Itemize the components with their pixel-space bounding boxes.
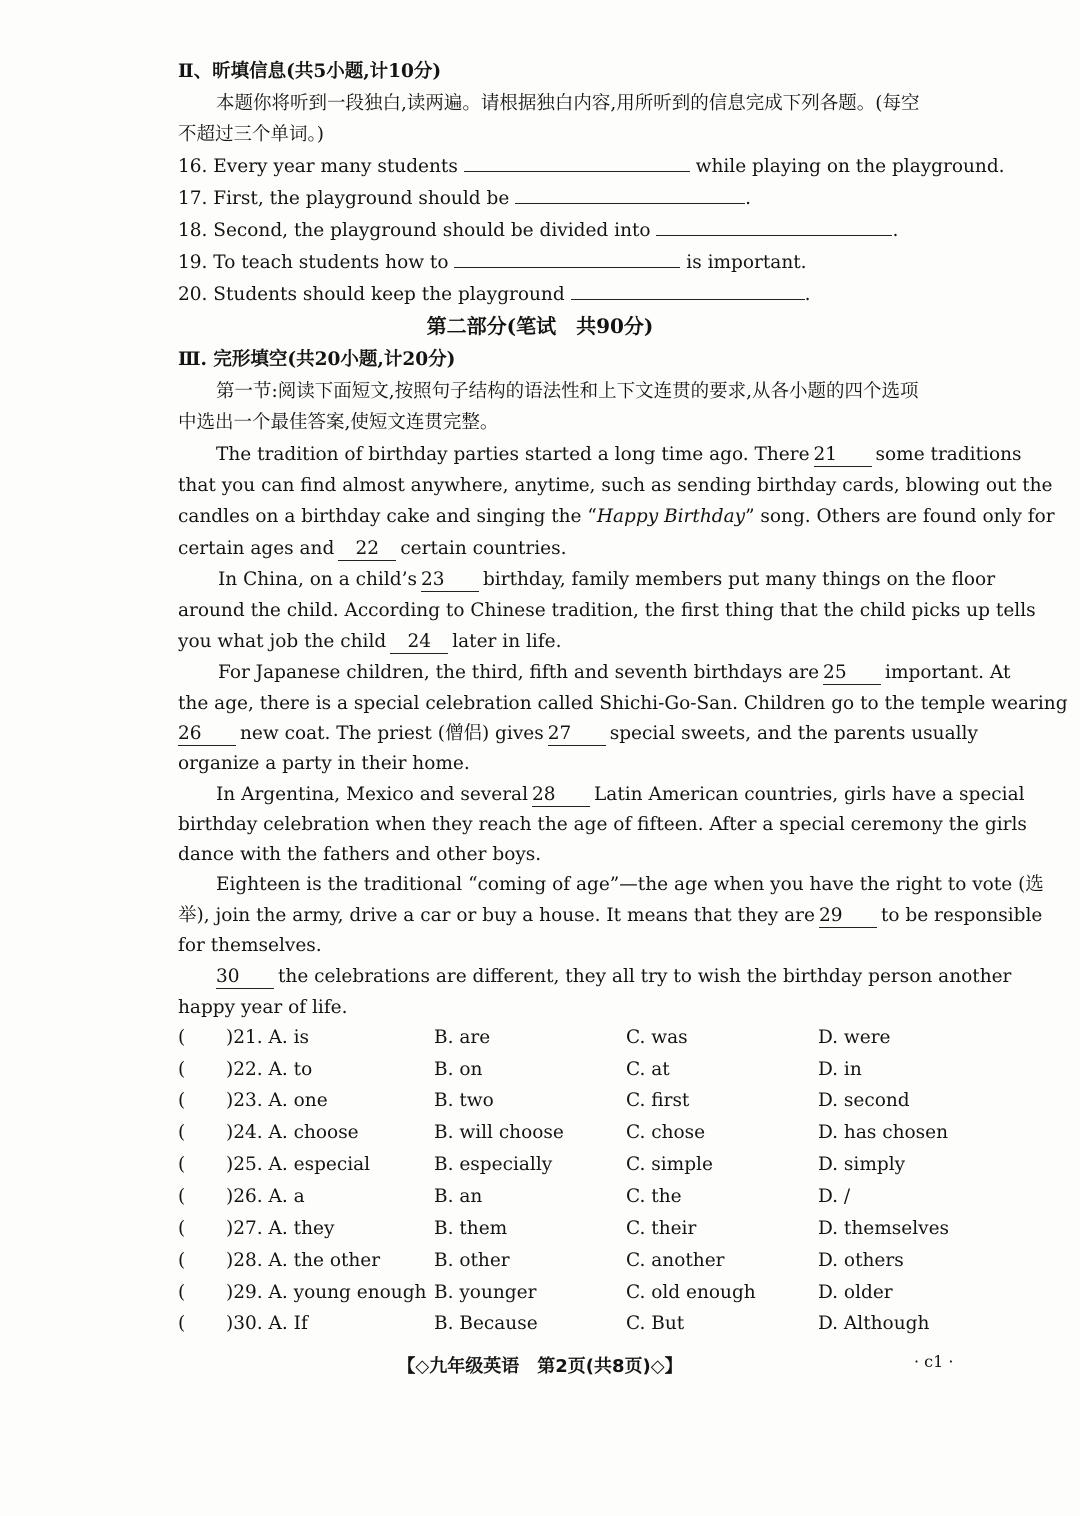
answer-bracket[interactable]: ( (178, 1282, 186, 1303)
answer-bracket[interactable]: ( (178, 1154, 186, 1175)
blank-27[interactable]: 27 (548, 723, 606, 746)
q17-text: 17. First, the playground should be (178, 188, 510, 209)
song-title: Happy Birthday (596, 506, 746, 527)
answer-bracket[interactable]: ( (178, 1218, 186, 1239)
option-b[interactable]: B. are (434, 1027, 491, 1048)
option-c[interactable]: C. But (626, 1313, 685, 1334)
option-b[interactable]: B. younger (434, 1282, 537, 1303)
option-c[interactable]: C. was (626, 1027, 688, 1048)
passage-text: special sweets, and the parents usually (609, 723, 978, 744)
option-c[interactable]: C. their (626, 1218, 697, 1239)
question-17 (178, 183, 962, 214)
passage-text: ” song. Others are found only for (745, 506, 1055, 527)
q17-text-after: . (745, 188, 752, 209)
section2-instruction-1: 本题你将听到一段独白,读两遍。请根据独白内容,用所听到的信息完成下列各题。(每空 (216, 93, 920, 114)
page-footer: 【◇九年级英语 第2页(共8页)◇】 (397, 1356, 683, 1377)
passage-line-12 (216, 779, 1025, 810)
passage-text: 举), join the army, drive a car or buy a house. It means that they are (178, 905, 815, 926)
blank-28[interactable]: 28 (532, 784, 590, 807)
answer-bracket[interactable]: ( (178, 1313, 186, 1334)
answer-bracket[interactable]: ( (178, 1027, 186, 1048)
option-row-30 (178, 1308, 962, 1339)
section2-instruction-2: 不超过三个单词。) (178, 124, 324, 145)
part2-title: 第二部分(笔试 共90分) (426, 314, 654, 338)
passage-line-2: that you can find almost anywhere, anytime, such as sending birthday cards, blowing out the (178, 475, 1053, 496)
passage-line-9: the age, there is a special celebration called Shichi-Go-San. Children go to the temple wearing (178, 693, 1068, 714)
q19-answer-blank[interactable] (454, 267, 680, 268)
passage-line-16 (178, 900, 1043, 931)
option-c[interactable]: C. chose (626, 1122, 706, 1143)
option-row-27 (178, 1213, 962, 1244)
blank-23[interactable]: 23 (421, 569, 479, 592)
option-b[interactable]: B. will choose (434, 1122, 564, 1143)
question-18 (178, 215, 962, 246)
passage-line-4 (178, 533, 962, 564)
answer-bracket[interactable]: ( (178, 1059, 186, 1080)
passage-line-17: for themselves. (178, 935, 322, 956)
option-a[interactable]: )28. A. the other (226, 1250, 381, 1271)
passage-line-7 (178, 626, 962, 657)
option-c[interactable]: C. old enough (626, 1282, 756, 1303)
section2-heading: Ⅱ、昕填信息(共5小题,计10分) (178, 61, 442, 82)
answer-bracket[interactable]: ( (178, 1090, 186, 1111)
section3-instruction-2: 中选出一个最佳答案,使短文连贯完整。 (178, 412, 499, 433)
passage-text: to be responsible (880, 905, 1043, 926)
passage-text: you what job the child (178, 631, 387, 652)
option-a[interactable]: )27. A. they (226, 1218, 335, 1239)
option-b[interactable]: B. other (434, 1250, 510, 1271)
passage-line-10 (178, 718, 978, 749)
passage-text: later in life. (452, 631, 562, 652)
passage-line-8 (218, 657, 1011, 688)
q18-answer-blank[interactable] (656, 235, 892, 236)
option-row-25 (178, 1149, 962, 1180)
option-d[interactable]: D. older (818, 1282, 893, 1303)
option-a[interactable]: )25. A. especial (226, 1154, 371, 1175)
answer-bracket[interactable]: ( (178, 1250, 186, 1271)
blank-29[interactable]: 29 (819, 905, 877, 928)
q17-answer-blank[interactable] (515, 203, 745, 204)
option-a[interactable]: )30. A. If (226, 1313, 308, 1334)
option-row-24 (178, 1117, 962, 1148)
passage-line-3 (178, 501, 1055, 532)
option-d[interactable]: D. others (818, 1250, 904, 1271)
option-b[interactable]: B. an (434, 1186, 483, 1207)
passage-line-5 (218, 564, 996, 595)
option-row-29 (178, 1277, 962, 1308)
passage-text: In Argentina, Mexico and several (216, 784, 528, 805)
passage-text: new coat. The priest (僧侣) gives (240, 723, 544, 744)
option-c[interactable]: C. first (626, 1090, 690, 1111)
option-b[interactable]: B. Because (434, 1313, 538, 1334)
answer-bracket[interactable]: ( (178, 1186, 186, 1207)
passage-text: The tradition of birthday parties started a long time ago. There (216, 444, 810, 465)
passage-text: certain ages and (178, 538, 335, 559)
passage-text: For Japanese children, the third, fifth and seventh birthdays are (218, 662, 820, 683)
passage-text: candles on a birthday cake and singing the “ (178, 506, 597, 527)
question-20 (178, 279, 962, 310)
option-d[interactable]: D. has chosen (818, 1122, 949, 1143)
question-16 (178, 151, 1005, 182)
section3-instruction-1: 第一节:阅读下面短文,按照句子结构的语法性和上下文连贯的要求,从各小题的四个选项 (216, 381, 919, 402)
option-c[interactable]: C. at (626, 1059, 670, 1080)
option-a[interactable]: )23. A. one (226, 1090, 328, 1111)
passage-text: certain countries. (400, 538, 567, 559)
passage-line-11: organize a party in their home. (178, 753, 470, 774)
q20-text-after: . (804, 284, 811, 305)
option-row-26 (178, 1181, 962, 1212)
option-c[interactable]: C. simple (626, 1154, 713, 1175)
q18-text: 18. Second, the playground should be divided into (178, 220, 651, 241)
passage-line-19: happy year of life. (178, 997, 348, 1018)
passage-line-6: around the child. According to Chinese tradition, the first thing that the child picks up tells (178, 600, 1036, 621)
option-c[interactable]: C. the (626, 1186, 682, 1207)
option-d[interactable]: D. in (818, 1059, 862, 1080)
option-a[interactable]: )21. A. is (226, 1027, 310, 1048)
blank-25[interactable]: 25 (823, 662, 881, 685)
option-d[interactable]: D. / (818, 1186, 851, 1207)
q16-text: 16. Every year many students (178, 156, 458, 177)
blank-26[interactable]: 26 (178, 723, 236, 746)
passage-text: birthday, family members put many things on the floor (482, 569, 996, 590)
blank-22[interactable]: 22 (338, 538, 396, 561)
blank-24[interactable]: 24 (390, 631, 448, 654)
corner-mark: · c1 · (914, 1352, 954, 1371)
option-c[interactable]: C. another (626, 1250, 725, 1271)
q16-text-after: while playing on the playground. (695, 156, 1005, 177)
q16-answer-blank[interactable] (464, 171, 690, 172)
q18-text-after: . (892, 220, 899, 241)
passage-line-18 (216, 961, 1012, 992)
option-d[interactable]: D. themselves (818, 1218, 950, 1239)
option-row-23 (178, 1085, 962, 1116)
option-row-22 (178, 1054, 962, 1085)
option-a[interactable]: )29. A. young enough (226, 1282, 427, 1303)
option-b[interactable]: B. them (434, 1218, 508, 1239)
passage-text: the celebrations are different, they all try to wish the birthday person another (278, 966, 1012, 987)
blank-21[interactable]: 21 (814, 444, 872, 467)
option-b[interactable]: B. two (434, 1090, 494, 1111)
passage-line-13: birthday celebration when they reach the age of fifteen. After a special ceremony the girls (178, 814, 1027, 835)
blank-30[interactable]: 30 (216, 966, 274, 989)
q19-text-after: is important. (686, 252, 807, 273)
option-d[interactable]: D. second (818, 1090, 910, 1111)
q19-text: 19. To teach students how to (178, 252, 449, 273)
option-row-21 (178, 1022, 962, 1053)
option-d[interactable]: D. were (818, 1027, 891, 1048)
passage-text: Latin American countries, girls have a special (594, 784, 1025, 805)
option-b[interactable]: B. on (434, 1059, 483, 1080)
option-row-28 (178, 1245, 962, 1276)
option-a[interactable]: )26. A. a (226, 1186, 305, 1207)
passage-line-1 (216, 439, 1022, 470)
option-a[interactable]: )22. A. to (226, 1059, 313, 1080)
answer-bracket[interactable]: ( (178, 1122, 186, 1143)
passage-line-15: Eighteen is the traditional “coming of age”—the age when you have the right to vote (选 (216, 874, 1044, 895)
question-19 (178, 247, 962, 278)
q20-answer-blank[interactable] (571, 299, 805, 300)
passage-text: important. At (885, 662, 1011, 683)
passage-line-14: dance with the fathers and other boys. (178, 844, 542, 865)
q20-text: 20. Students should keep the playground (178, 284, 565, 305)
section3-heading: Ⅲ. 完形填空(共20小题,计20分) (178, 349, 456, 370)
passage-text: some traditions (875, 444, 1022, 465)
option-a[interactable]: )24. A. choose (226, 1122, 359, 1143)
passage-text: In China, on a child’s (218, 569, 417, 590)
option-d[interactable]: D. Although (818, 1313, 930, 1334)
option-b[interactable]: B. especially (434, 1154, 553, 1175)
option-d[interactable]: D. simply (818, 1154, 906, 1175)
